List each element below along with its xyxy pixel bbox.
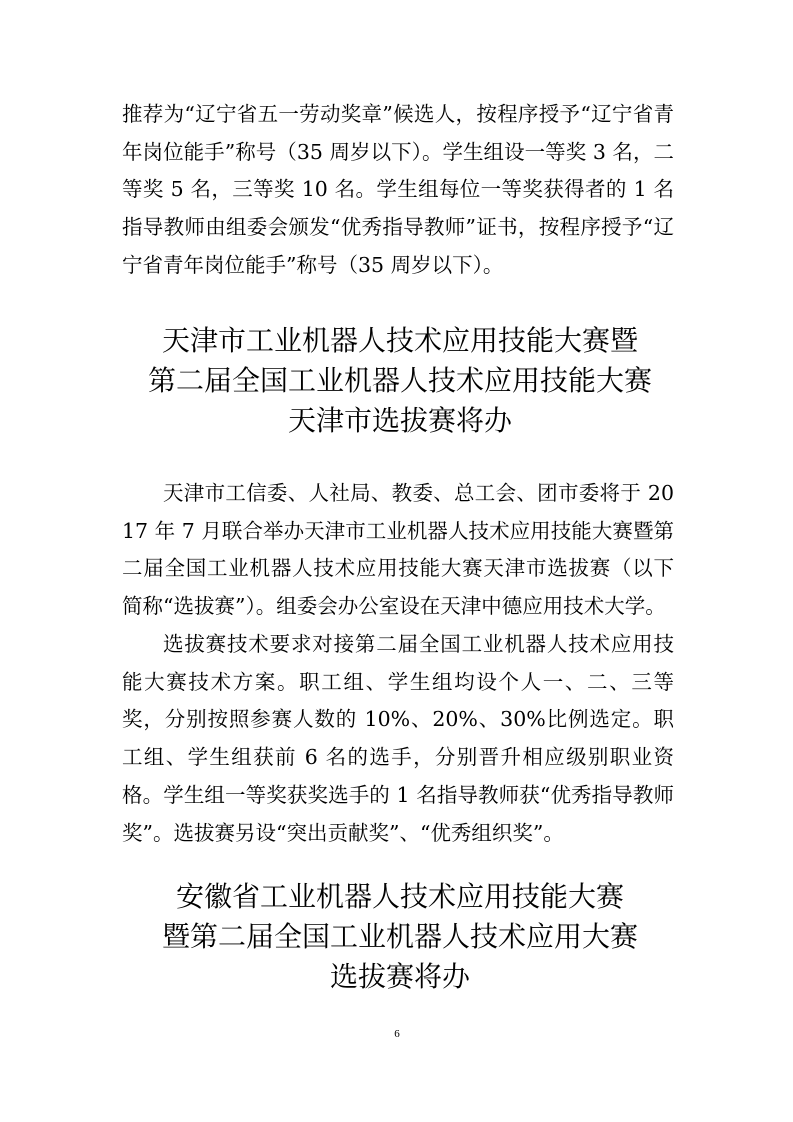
title-line: 天津市选拔赛将办 xyxy=(287,404,512,437)
title-line: 安徽省工业机器人技术应用技能大赛 xyxy=(175,880,624,913)
page-number: 6 xyxy=(394,1028,400,1040)
title-line: 暨第二届全国工业机器人技术应用大赛 xyxy=(161,920,638,953)
paragraph-liaoning-awards: 推荐为“辽宁省五一劳动奖章”候选人，按程序授予“辽宁省青年岗位能手”称号（35 周岁以下）。学生组设一等奖 3 名，二等奖 5 名，三等奖 10 名。学生组每位一等奖获得者的 1 名指导教师由组委会颁发“优秀指导教师”证书，按程序授予“辽宁省青年岗位能手”称号（35 周岁以下）。 xyxy=(122,102,674,277)
title-line: 选拔赛将办 xyxy=(329,960,470,993)
title-line: 天津市工业机器人技术应用技能大赛暨 xyxy=(161,324,638,357)
paragraph-tianjin-organizers: 天津市工信委、人社局、教委、总工会、团市委将于 2017 年 7 月联合举办天津市工业机器人技术应用技能大赛暨第二届全国工业机器人技术应用技能大赛天津市选拔赛（以下简称“选拔赛”）。组委会办公室设在天津中德应用技术大学。 xyxy=(122,481,674,619)
section-title-tianjin xyxy=(100,321,700,441)
section-title-anhui xyxy=(100,877,700,997)
title-line: 第二届全国工业机器人技术应用技能大赛 xyxy=(147,364,652,397)
paragraph-tianjin-rules: 选拔赛技术要求对接第二届全国工业机器人技术应用技能大赛技术方案。职工组、学生组均设个人一、二、三等奖，分别按照参赛人数的 10%、20%、30%比例选定。职工组、学生组获前 6 名的选手，分别晋升相应级别职业资格。学生组一等奖获奖选手的 1 名指导教师获“优秀指导教师奖”。选拔赛另设“突出贡献奖”、“优秀组织奖”。 xyxy=(122,632,674,845)
